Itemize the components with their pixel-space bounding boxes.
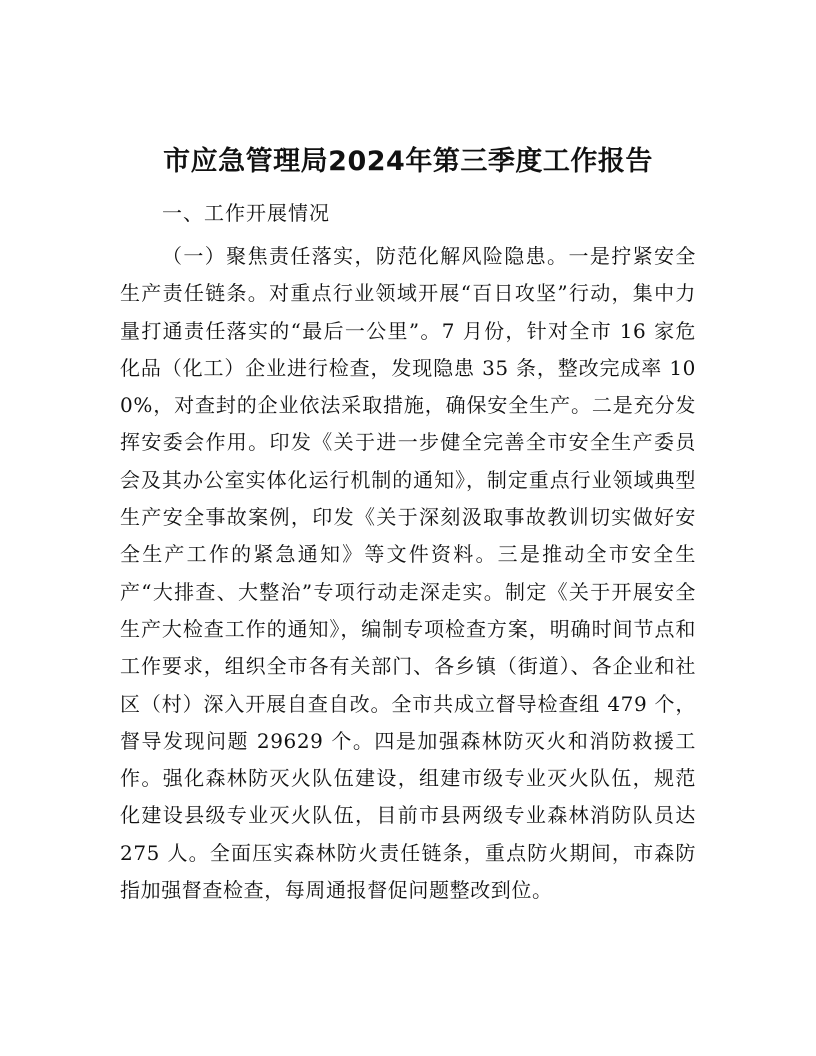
document-title: 市应急管理局2024年第三季度工作报告 — [163, 146, 653, 177]
body-paragraph: （一）聚焦责任落实，防范化解风险隐患。一是拧紧安全生产责任链条。对重点行业领域开展“百日攻坚”行动，集中力量打通责任落实的“最后一公里”。7 月份，针对全市 16 家危化品（化工）企业进行检查，发现隐患 35 条，整改完成率 100%，对查封的企业依法采取措施，确保安全生产。二是充分发挥安委会作用。印发《关于进一步健全完善全市安全生产委员会及其办公室实体化运行机制的通知》，制定重点行业领域典型生产安全事故案例，印发《关于深刻汲取事故教训切实做好安全生产工作的紧急通知》等文件资料。三是推动全市安全生产“大排查、大整治”专项行动走深走实。制定《关于开展安全生产大检查工作的通知》，编制专项检查方案，明确时间节点和工作要求，组织全市各有关部门、各乡镇（街道）、各企业和社区（村）深入开展自查自改。全市共成立督导检查组 479 个，督导发现问题 29629 个。四是加强森林防灭火和消防救援工作。强化森林防灭火队伍建设，组建市级专业灭火队伍，规范化建设县级专业灭火队伍，目前市县两级专业森林消防队员达 275 人。全面压实森林防火责任链条，重点防火期间，市森防指加强督查检查，每周通报督促问题整改到位。 — [120, 244, 696, 903]
section-heading: 一、工作开展情况 — [162, 201, 330, 225]
